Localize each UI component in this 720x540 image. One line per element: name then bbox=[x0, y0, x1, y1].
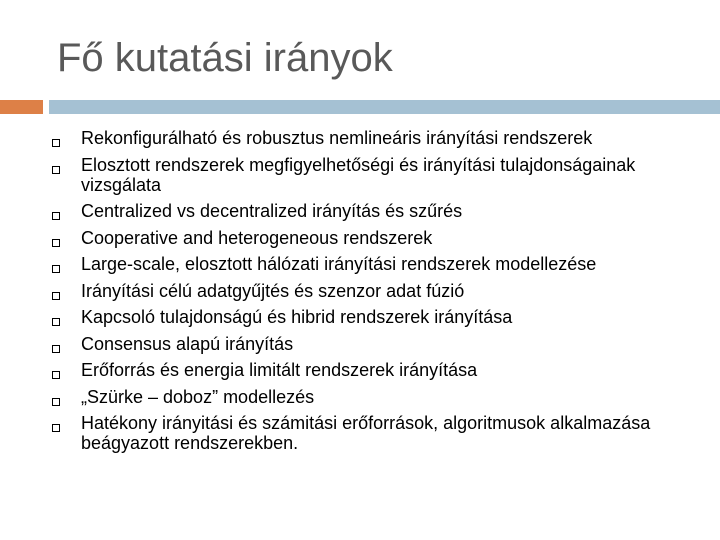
square-outline-bullet-icon bbox=[52, 424, 60, 432]
square-outline-bullet-icon bbox=[52, 318, 60, 326]
bullet-item bbox=[52, 281, 672, 301]
bullet-item bbox=[52, 201, 672, 221]
square-outline-bullet-icon bbox=[52, 166, 60, 174]
bullet-item bbox=[52, 155, 672, 195]
bullet-text: „Szürke – doboz” modellezés bbox=[81, 386, 315, 407]
bullet-item bbox=[52, 228, 672, 248]
slide-title: Fő kutatási irányok bbox=[57, 36, 393, 80]
bullet-text: Rekonfigurálható és robusztus nemlineáris irányítási rendszerek bbox=[81, 128, 593, 148]
bullet-item bbox=[52, 360, 672, 380]
bullet-item bbox=[52, 254, 672, 274]
bullet-text: Large-scale, elosztott hálózati irányítási rendszerek modellezése bbox=[81, 254, 597, 274]
title-divider-bar bbox=[49, 100, 720, 114]
bullet-text: Irányítási célú adatgyűjtés és szenzor adat fúzió bbox=[81, 280, 465, 301]
bullet-item bbox=[52, 387, 672, 407]
bullet-text: Kapcsoló tulajdonságú és hibrid rendszerek irányítása bbox=[81, 307, 513, 327]
bullet-item bbox=[52, 307, 672, 327]
square-outline-bullet-icon bbox=[52, 292, 60, 300]
bullet-text: Cooperative and heterogeneous rendszerek bbox=[81, 227, 433, 248]
square-outline-bullet-icon bbox=[52, 139, 60, 147]
title-accent-bar bbox=[0, 100, 43, 114]
square-outline-bullet-icon bbox=[52, 212, 60, 220]
square-outline-bullet-icon bbox=[52, 398, 60, 406]
bullet-text: Consensus alapú irányítás bbox=[81, 333, 294, 354]
bullet-item bbox=[52, 413, 672, 453]
bullet-item bbox=[52, 334, 672, 354]
square-outline-bullet-icon bbox=[52, 265, 60, 273]
bullet-text: Centralized vs decentralized irányítás és szűrés bbox=[81, 201, 463, 221]
square-outline-bullet-icon bbox=[52, 345, 60, 353]
bullet-item bbox=[52, 128, 672, 148]
bullet-list bbox=[52, 128, 672, 460]
square-outline-bullet-icon bbox=[52, 239, 60, 247]
bullet-text: Hatékony irányitási és számitási erőforrások, algoritmusok alkalmazása beágyazott rendszerekben. bbox=[81, 413, 651, 453]
square-outline-bullet-icon bbox=[52, 371, 60, 379]
bullet-text: Erőforrás és energia limitált rendszerek irányítása bbox=[81, 360, 478, 380]
bullet-text: Elosztott rendszerek megfigyelhetőségi és irányítási tulajdonságainak vizsgálata bbox=[81, 154, 636, 195]
